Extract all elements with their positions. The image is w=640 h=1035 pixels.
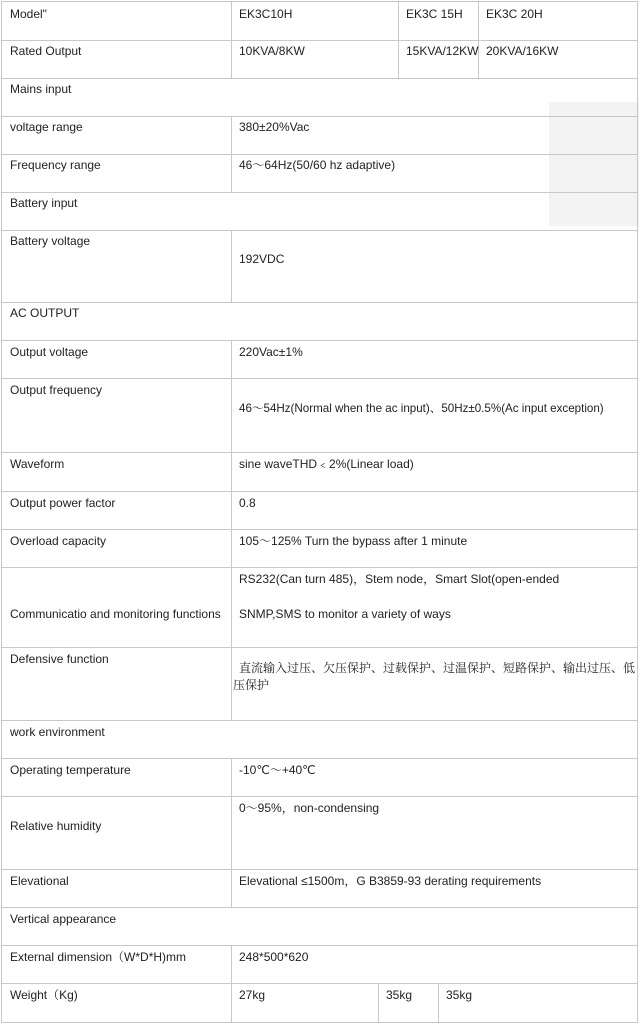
- model-label: Model": [10, 7, 47, 21]
- output-frequency-label: Output frequency: [10, 383, 103, 397]
- battery-voltage-label: Battery voltage: [10, 234, 91, 248]
- model-ek3c15h: EK3C 15H: [406, 7, 463, 21]
- weight-label: Weight（Kg): [10, 988, 78, 1002]
- output-power-factor-value: 0.8: [239, 496, 256, 510]
- section-battery-input: Battery input: [10, 196, 78, 210]
- elevational-value: Elevational ≤1500m，G B3859-93 derating requirements: [239, 874, 542, 888]
- model-ek3c10h: EK3C10H: [239, 7, 293, 21]
- external-dimension-label: External dimension（W*D*H)mm: [10, 950, 187, 964]
- relative-humidity-value: 0～95%，non-condensing: [239, 801, 380, 815]
- frequency-range-value: 46～64Hz(50/60 hz adaptive): [239, 158, 396, 172]
- waveform-value: sine waveTHD﹤2%(Linear load): [239, 457, 414, 471]
- model-ek3c20h: EK3C 20H: [486, 7, 543, 21]
- overload-capacity-value: 105～125% Turn the bypass after 1 minute: [239, 534, 468, 548]
- spec-table: [1, 1, 638, 1023]
- section-vertical-appearance: Vertical appearance: [10, 912, 117, 926]
- rated-output-label: Rated Output: [10, 44, 82, 58]
- external-dimension-value: 248*500*620: [239, 950, 309, 964]
- rated-output-10h: 10KVA/8KW: [239, 44, 305, 58]
- rated-output-20h: 20KVA/16KW: [486, 44, 559, 58]
- operating-temperature-label: Operating temperature: [10, 763, 131, 777]
- section-ac-output: AC OUTPUT: [10, 306, 80, 320]
- weight-10h: 27kg: [239, 988, 266, 1002]
- section-mains-input: Mains input: [10, 82, 72, 96]
- relative-humidity-label: Relative humidity: [10, 819, 102, 833]
- defensive-function-value: 直流输入过压、欠压保护、过载保护、过温保护、短路保护、输出过压、低压保护: [233, 661, 636, 692]
- section-work-environment: work environment: [10, 725, 105, 739]
- voltage-range-label: voltage range: [10, 120, 83, 134]
- output-voltage-value: 220Vac±1%: [239, 345, 303, 359]
- output-frequency-value: 46～54Hz(Normal when the ac input)、50Hz±0.5%(Ac input exception): [239, 402, 604, 415]
- output-power-factor-label: Output power factor: [10, 496, 116, 510]
- communication-line2: SNMP,SMS to monitor a variety of ways: [239, 607, 451, 621]
- shaded-block: [549, 102, 639, 226]
- weight-15h: 35kg: [386, 988, 413, 1002]
- battery-voltage-value: 192VDC: [239, 252, 285, 266]
- elevational-label: Elevational: [10, 874, 69, 888]
- overload-capacity-label: Overload capacity: [10, 534, 107, 548]
- output-voltage-label: Output voltage: [10, 345, 89, 359]
- operating-temperature-value: -10℃～+40℃: [239, 763, 316, 777]
- communication-line1: RS232(Can turn 485)，Stem node，Smart Slot(open-ended: [239, 572, 560, 586]
- rated-output-15h: 15KVA/12KW: [406, 44, 479, 58]
- waveform-label: Waveform: [10, 457, 65, 471]
- communication-label: Communicatio and monitoring functions: [10, 607, 221, 621]
- frequency-range-label: Frequency range: [10, 158, 101, 172]
- voltage-range-value: 380±20%Vac: [239, 120, 310, 134]
- defensive-function-label: Defensive function: [10, 652, 109, 666]
- weight-20h: 35kg: [446, 988, 473, 1002]
